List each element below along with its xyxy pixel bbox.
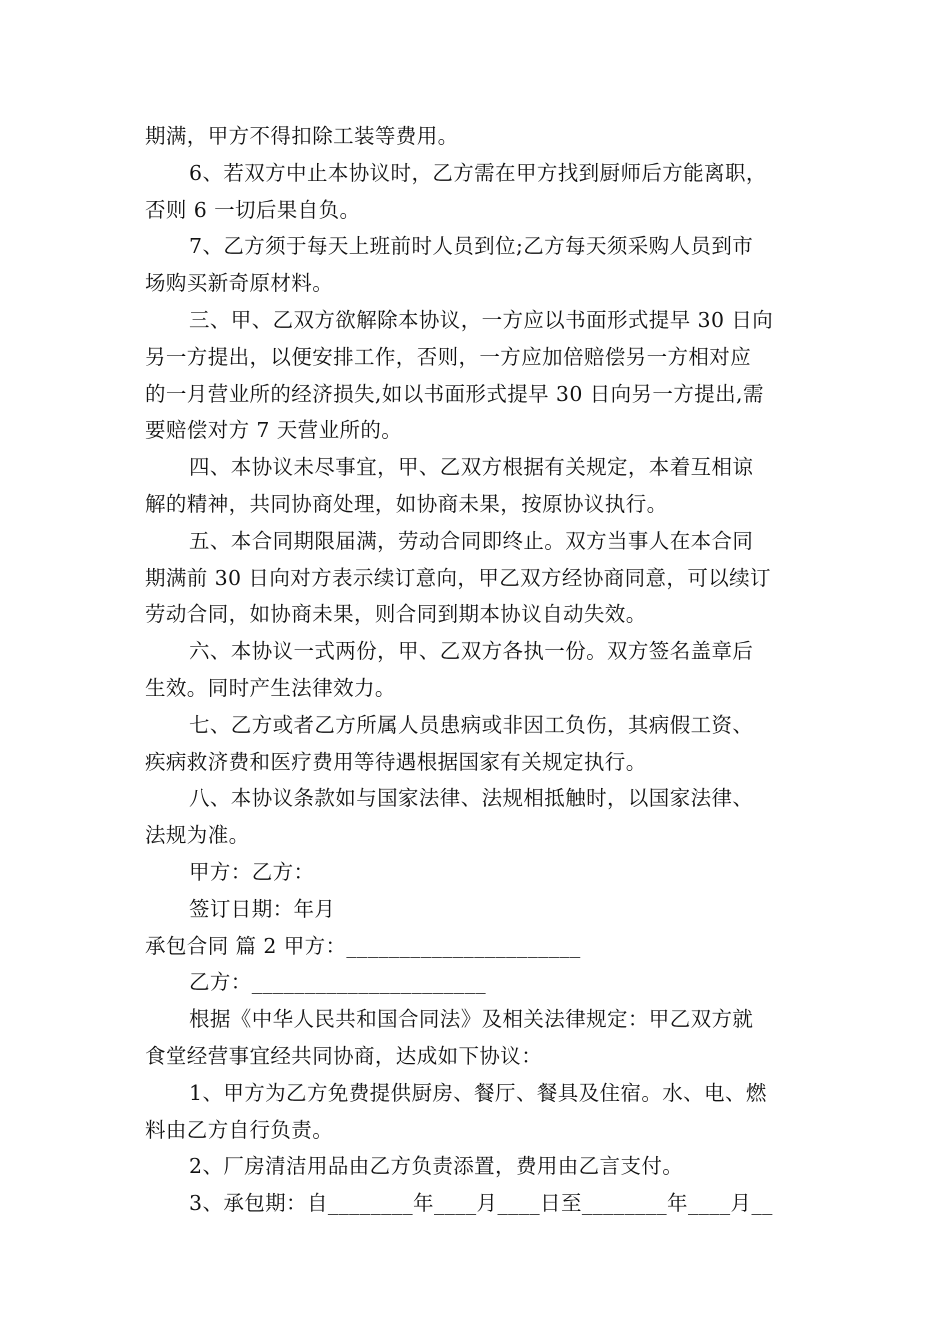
text-line: 五、本合同期限届满，劳动合同即终止。双方当事人在本合同 — [189, 528, 754, 553]
text-line: 期满，甲方不得扣除工装等费用。 — [145, 124, 459, 148]
text-line: 另一方提出，以便安排工作，否则，一方应加倍赔偿另一方相对应 — [145, 344, 752, 369]
text-line: 7、乙方须于每天上班前时人员到位;乙方每天须采购人员到市 — [189, 234, 754, 259]
text-line: 八、本协议条款如与国家法律、法规相抵触时，以国家法律、 — [189, 786, 754, 811]
contract-period-line: 3、承包期：自________年____月____日至________年____月__ — [189, 1191, 773, 1216]
signature-line: 甲方：乙方： — [189, 859, 315, 884]
text-line: 6、若双方中止本协议时，乙方需在甲方找到厨师后方能离职， — [189, 160, 767, 185]
text-line: 疾病救济费和医疗费用等待遇根据国家有关规定执行。 — [145, 749, 647, 774]
text-line: 七、乙方或者乙方所属人员患病或非因工负伤，其病假工资、 — [189, 712, 754, 737]
text-line: 解的精神，共同协商处理，如协商未果，按原协议执行。 — [145, 491, 668, 516]
text-line: 三、甲、乙双方欲解除本协议，一方应以书面形式提早 30 日向 — [189, 307, 774, 332]
document-body — [145, 118, 810, 1222]
text-line: 的一月营业所的经济损失,如以书面形式提早 30 日向另一方提出,需 — [145, 381, 764, 406]
text-line: 生效。同时产生法律效力。 — [145, 675, 396, 700]
text-line: 要赔偿对方 7 天营业所的。 — [145, 418, 403, 443]
text-line: 六、本协议一式两份，甲、乙双方各执一份。双方签名盖章后 — [189, 639, 754, 664]
text-line: 根据《中华人民共和国合同法》及相关法律规定：甲乙双方就 — [189, 1007, 754, 1032]
text-line: 法规为准。 — [145, 823, 250, 848]
sign-date-line: 签订日期：年月 — [189, 896, 336, 921]
text-line: 劳动合同，如协商未果，则合同到期本协议自动失效。 — [145, 602, 647, 627]
text-line: 料由乙方自行负责。 — [145, 1117, 334, 1142]
text-line: 1、甲方为乙方免费提供厨房、餐厅、餐具及住宿。水、电、燃 — [189, 1080, 767, 1105]
text-line: 否则 6 一切后果自负。 — [145, 197, 361, 222]
text-line: 2、厂房清洁用品由乙方负责添置，费用由乙言支付。 — [189, 1154, 684, 1179]
text-line: 场购买新奇原材料。 — [145, 271, 334, 296]
contract-heading-line: 承包合同 篇 2 甲方：______________________ — [145, 933, 581, 958]
text-line: 四、本协议未尽事宜，甲、乙双方根据有关规定，本着互相谅 — [189, 455, 754, 480]
party-b-line: 乙方：______________________ — [189, 970, 486, 995]
text-line: 期满前 30 日向对方表示续订意向，甲乙双方经协商同意，可以续订 — [145, 565, 771, 590]
text-line: 食堂经营事宜经共同协商，达成如下协议： — [145, 1043, 543, 1068]
